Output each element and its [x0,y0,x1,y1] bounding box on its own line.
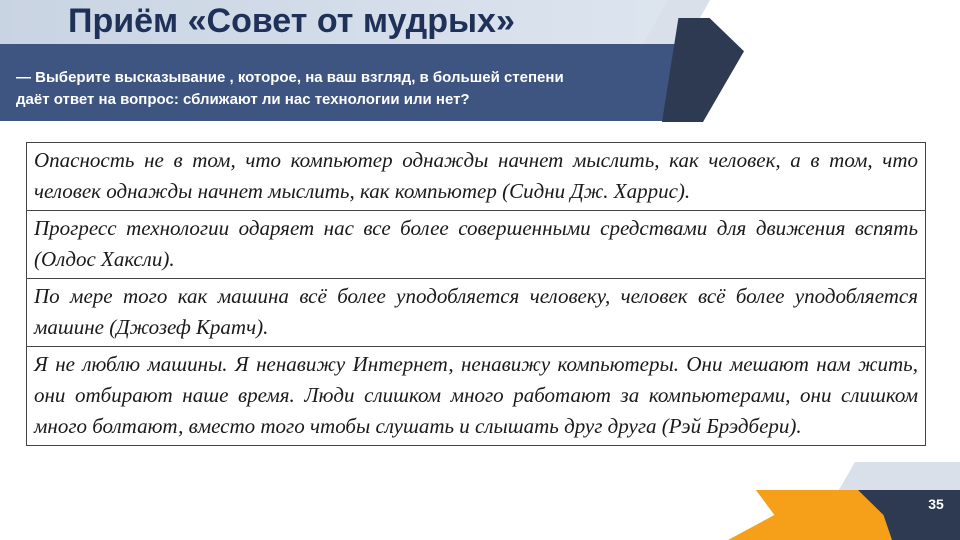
table-row [27,143,926,211]
subtitle-line-2: даёт ответ на вопрос: сближают ли нас технологии или нет? [16,91,470,108]
subtitle-line-1: — Выберите высказывание , которое, на ваш взгляд, в большей степени [16,69,564,86]
table-row [27,279,926,347]
table-row [27,347,926,446]
quote-harris: Опасность не в том, что компьютер однажды начнет мыслить, как человек, а в том, что человек однажды начнет мыслить, как компьютер (Сидни Дж. Харрис). [27,143,926,211]
quotes-table [26,142,926,446]
quote-bradbury: Я не люблю машины. Я ненавижу Интернет, ненавижу компьютеры. Они мешают нам жить, они отбирают наше время. Люди слишком много работают за компьютерами, они слишком много болтают, вместо того чтобы слушать и слышать друг друга (Рэй Брэдбери). [27,347,926,446]
quote-huxley: Прогресс технологии одаряет нас все более совершенными средствами для движения вспять (Олдос Хаксли). [27,211,926,279]
table-row [27,211,926,279]
slide-number: 35 [928,496,944,512]
slide-subtitle [16,67,706,111]
slide-title: Приём «Совет от мудрых» [68,2,515,40]
quote-krutch: По мере того как машина всё более уподобляется человеку, человек всё более уподобляется машине (Джозеф Кратч). [27,279,926,347]
